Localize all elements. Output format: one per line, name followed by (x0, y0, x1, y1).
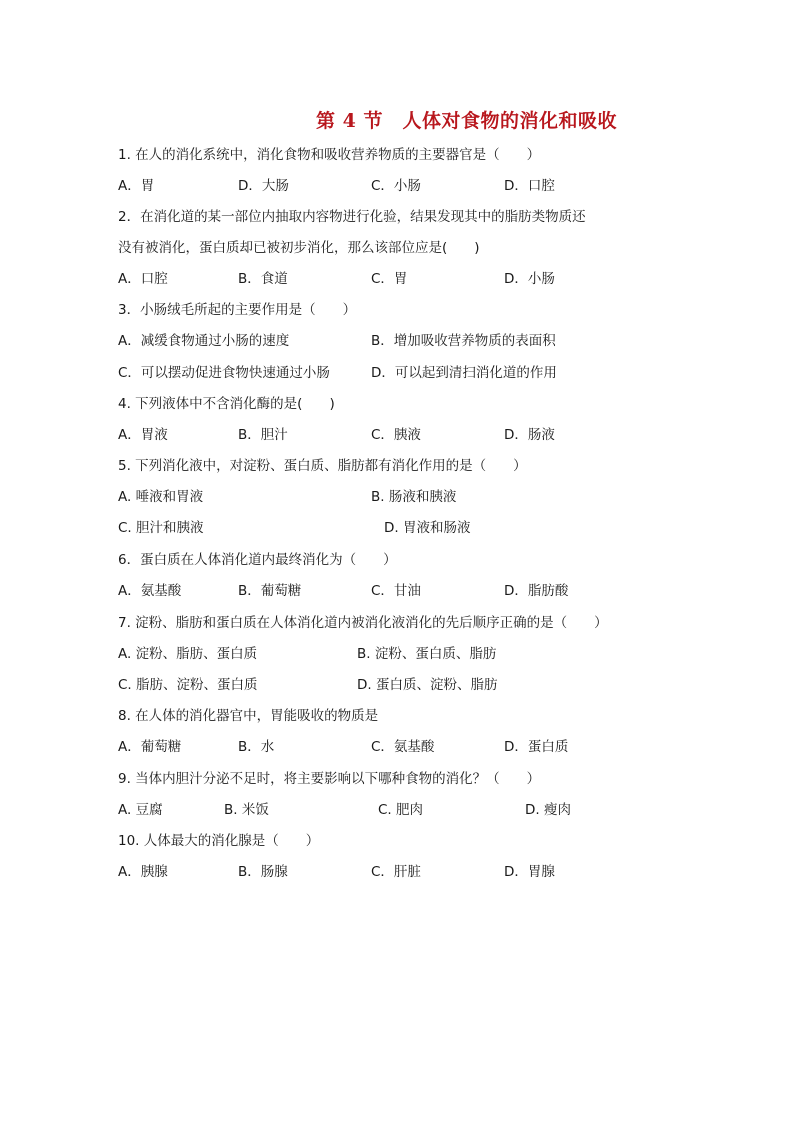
option-b: B．水 (238, 739, 275, 755)
option-a: A. 唾液和胃液 (118, 489, 204, 505)
option-c: C．肝脏 (371, 864, 421, 880)
option-b: B．食道 (238, 271, 288, 287)
option-c: C. 脂肪、淀粉、蛋白质 (118, 677, 258, 693)
question-stem: 9. 当体内胆汁分泌不足时，将主要影响以下哪种食物的消化？（ ） (118, 771, 541, 787)
option-d: D．脂肪酸 (504, 583, 569, 599)
option-c: C．氨基酸 (371, 739, 435, 755)
option-c: C．胃 (371, 271, 408, 287)
option-c: C．胰液 (371, 427, 421, 443)
question-stem: 8. 在人体的消化器官中，胃能吸收的物质是 (118, 708, 379, 724)
option-c: C. 肥肉 (378, 802, 424, 818)
question-stem: 5. 下列消化液中，对淀粉、蛋白质、脂肪都有消化作用的是（ ） (118, 458, 527, 474)
question-stem: 1. 在人的消化系统中，消化食物和吸收营养物质的主要器官是（ ） (118, 147, 541, 163)
question-stem: 4. 下列液体中不含消化酶的是( ) (118, 396, 335, 412)
option-c: C．可以摆动促进食物快速通过小肠 (118, 365, 330, 381)
option-a: A．口腔 (118, 271, 168, 287)
option-d: D．口腔 (504, 178, 555, 194)
option-d: D．可以起到清扫消化道的作用 (371, 365, 557, 381)
option-a: A．胃液 (118, 427, 168, 443)
option-c: C．小肠 (371, 178, 421, 194)
option-b: B. 淀粉、蛋白质、脂肪 (357, 646, 497, 662)
option-d: D. 蛋白质、淀粉、脂肪 (357, 677, 498, 693)
option-d: D. 瘦肉 (525, 802, 571, 818)
option-a: A. 淀粉、脂肪、蛋白质 (118, 646, 258, 662)
option-d: D．小肠 (504, 271, 555, 287)
question-stem: 10. 人体最大的消化腺是（ ） (118, 833, 320, 849)
option-d: D．蛋白质 (504, 739, 569, 755)
option-a: A．葡萄糖 (118, 739, 182, 755)
option-a: A．胃 (118, 178, 155, 194)
question-stem: 6．蛋白质在人体消化道内最终消化为（ ） (118, 552, 397, 568)
option-a: A．氨基酸 (118, 583, 182, 599)
option-b: B. 米饭 (224, 802, 269, 818)
option-b: B. 肠液和胰液 (371, 489, 457, 505)
option-d: D．胃腺 (504, 864, 555, 880)
option-d: D．肠液 (504, 427, 555, 443)
option-a: A．胰腺 (118, 864, 168, 880)
option-c: C. 胆汁和胰液 (118, 520, 204, 536)
page-title: 第 4 节 人体对食物的消化和吸收 (316, 110, 617, 132)
option-b: B．肠腺 (238, 864, 288, 880)
option-a: A．减缓食物通过小肠的速度 (118, 333, 290, 349)
option-a: A. 豆腐 (118, 802, 163, 818)
option-d: D. 胃液和肠液 (384, 520, 471, 536)
question-stem: 3．小肠绒毛所起的主要作用是（ ） (118, 302, 357, 318)
option-c: C．甘油 (371, 583, 421, 599)
option-b: B．胆汁 (238, 427, 288, 443)
question-stem: 7. 淀粉、脂肪和蛋白质在人体消化道内被消化液消化的先后顺序正确的是（ ） (118, 615, 608, 631)
question-stem: 2．在消化道的某一部位内抽取内容物进行化验，结果发现其中的脂肪类物质还 (118, 209, 586, 225)
question-stem-cont: 没有被消化，蛋白质却已被初步消化，那么该部位应是( ) (118, 240, 480, 256)
option-b: B．葡萄糖 (238, 583, 302, 599)
option-b: B．增加吸收营养物质的表面积 (371, 333, 556, 349)
option-b: D．大肠 (238, 178, 289, 194)
